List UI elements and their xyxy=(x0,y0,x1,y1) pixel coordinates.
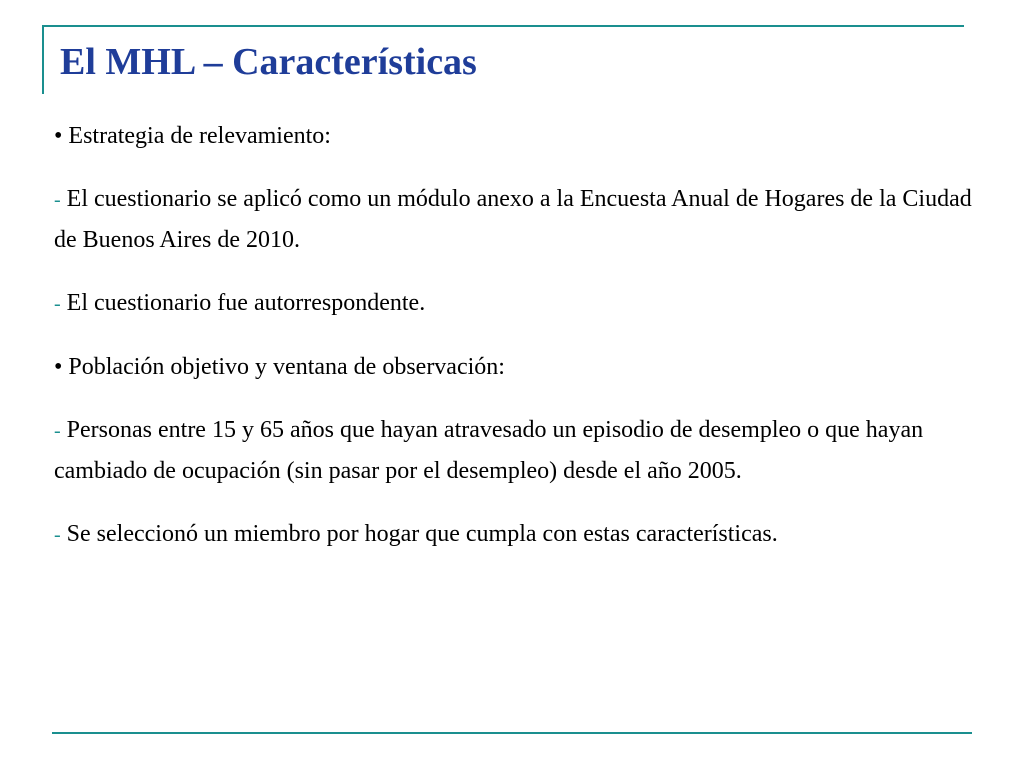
list-item xyxy=(54,179,984,260)
list-item xyxy=(54,410,984,491)
list-item-text: El cuestionario fue autorrespondente. xyxy=(66,290,426,316)
list-item xyxy=(54,514,984,555)
list-item-text: Se seleccionó un miembro por hogar que cumpla con estas características. xyxy=(66,521,778,547)
dash-marker: - xyxy=(54,420,61,442)
left-accent-line xyxy=(42,26,44,94)
bottom-accent-line xyxy=(52,732,972,734)
slide-title: El MHL – Características xyxy=(60,41,477,83)
list-item-text: Personas entre 15 y 65 años que hayan atravesado un episodio de desempleo o que hayan cambiado de ocupación (sin pasar por el desempleo) desde el año 2005. xyxy=(54,417,924,484)
slide-body xyxy=(54,116,984,578)
dash-marker: - xyxy=(54,293,61,315)
top-accent-line xyxy=(42,25,964,27)
section-heading-strategy: • Estrategia de relevamiento: xyxy=(54,123,331,149)
list-item-text: El cuestionario se aplicó como un módulo anexo a la Encuesta Anual de Hogares de la Ciudad de Buenos Aires de 2010. xyxy=(54,186,972,253)
dash-marker: - xyxy=(54,524,61,546)
list-item xyxy=(54,283,984,324)
section-heading-population: • Población objetivo y ventana de observación: xyxy=(54,354,505,380)
dash-marker: - xyxy=(54,189,61,211)
